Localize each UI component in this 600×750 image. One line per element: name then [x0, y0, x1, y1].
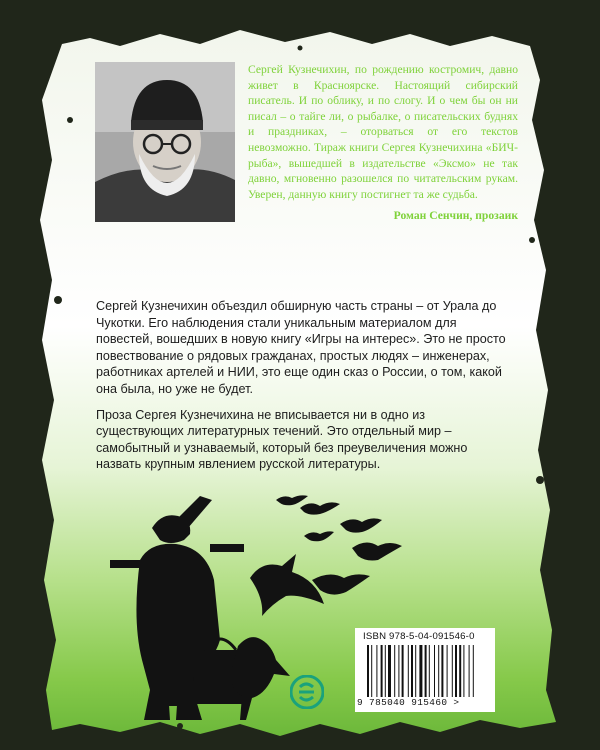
review-author: Роман Сенчин, прозаик — [393, 209, 518, 223]
publisher-logo — [290, 675, 324, 709]
barcode-panel — [355, 628, 495, 712]
isbn-number: ISBN 978-5-04-091546-0 — [363, 631, 475, 642]
description-paragraph: Проза Сергея Кузнечихина не вписывается ни в одно из существующих литературных течений. Это отдельный мир – самобытный и узнаваемый, который без преувеличения можно назвать крупным явлением русской литературы. — [96, 407, 468, 472]
barcode-bars — [367, 645, 487, 697]
description-paragraph: Сергей Кузнечихин объездил обширную часть страны – от Урала до Чукотки. Его наблюдения стали уникальным материалом для повестей, вошедших в новую книгу «Игры на интерес». Это не просто повествование о рядовых гражданах, простых людях – инженерах, работниках артелей и НИИ, это еще один сказ о России, о том, какой она была, но уже не будет. — [96, 299, 506, 396]
review-text: Сергей Кузнечихин, по рождению костромич, давно живет в Красноярске. Настоящий сибирский писатель. И по облику, и по слогу. И о чем бы он ни писал – о тайге ли, о рыбалке, о писательских буднях и праздниках, – оторваться от его текстов невозможно. Тираж книги Сергея Кузнечихина «БИЧ-рыба», вышедшей в издательстве «Эксмо» не так давно, мгновенно разошелся по читательским рукам. Уверен, данную книгу постигнет та же судьба. — [248, 63, 518, 201]
barcode-digits: 9 785040 915460 > — [357, 697, 460, 708]
